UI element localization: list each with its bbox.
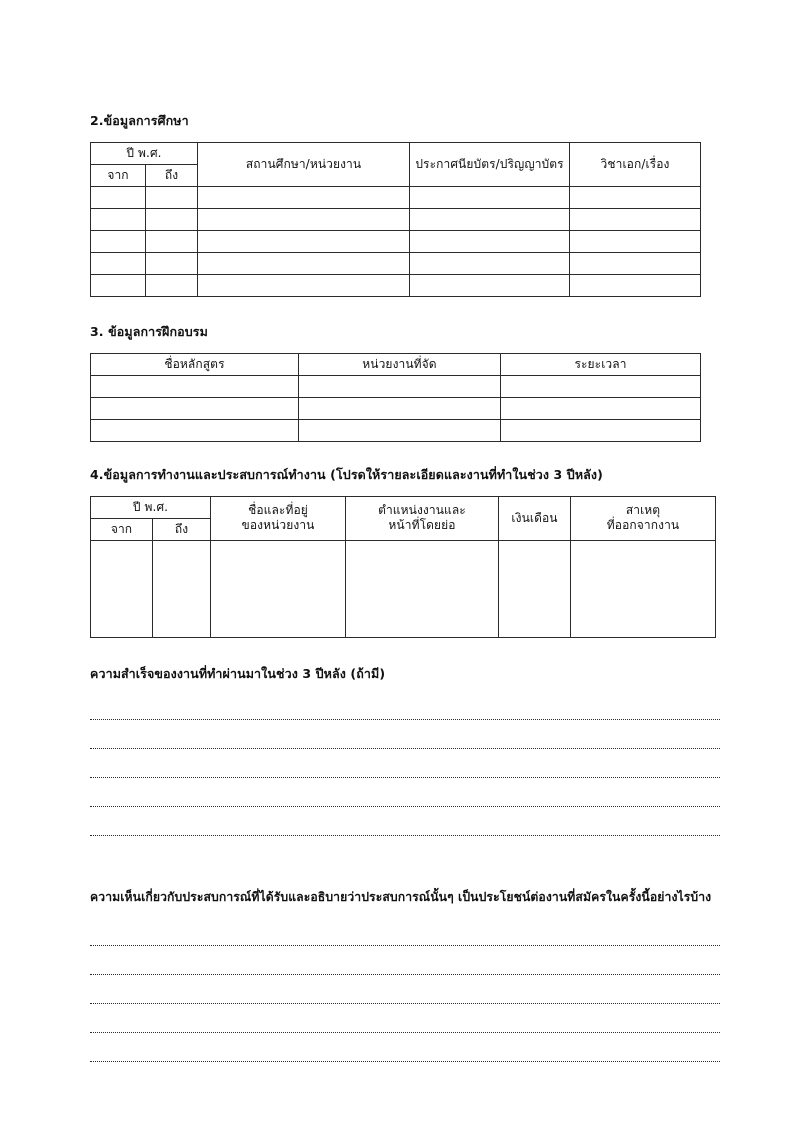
education-cell-institution[interactable] [198,230,410,252]
education-cell-year-from[interactable] [91,186,146,208]
answer-line[interactable] [90,813,720,842]
education-cell-institution[interactable] [198,252,410,274]
education-cell-year-to[interactable] [146,274,198,296]
training-cell-organizer[interactable] [299,420,501,442]
table-row[interactable] [91,186,701,208]
work-header-year-from: จาก [91,518,153,540]
training-cell-course[interactable] [91,376,299,398]
work-header-salary [499,496,571,540]
education-header-year-group: ปี พ.ศ. [91,142,198,164]
work-header-employer-line2: ของหน่วยงาน [241,518,315,532]
work-header-year-group: ปี พ.ศ. [91,496,211,518]
section-heading-work-experience: 4.ข้อมูลการทำงานและประสบการณ์ทำงาน (โปรดให้รายละเอียดและงานที่ทำในช่วง 3 ปีหลัง) [90,467,603,482]
answer-line[interactable] [90,1039,720,1068]
education-header-year-from: จาก [91,164,146,186]
table-row[interactable] [91,252,701,274]
education-table [90,142,701,297]
education-cell-year-from[interactable] [91,230,146,252]
education-cell-major[interactable] [570,252,701,274]
education-cell-year-from[interactable] [91,252,146,274]
table-row[interactable] [91,376,701,398]
work-header-reason-line2: ที่ออกจากงาน [606,518,680,532]
training-header-course: ชื่อหลักสูตร [91,354,299,376]
training-header-duration: ระยะเวลา [501,354,701,376]
work-header-reason [571,496,716,540]
training-cell-course[interactable] [91,398,299,420]
answer-line[interactable] [90,981,720,1010]
education-cell-major[interactable] [570,208,701,230]
work-cell-salary[interactable] [499,540,571,637]
work-header-employer [211,496,346,540]
work-cell-reason[interactable] [571,540,716,637]
answer-line[interactable] [90,923,720,952]
education-cell-institution[interactable] [198,274,410,296]
work-experience-table [90,496,716,638]
education-cell-year-to[interactable] [146,208,198,230]
section-heading-education: 2.ข้อมูลการศึกษา [90,113,189,128]
education-cell-certificate[interactable] [410,252,570,274]
work-experience-header-row-1 [91,496,716,518]
education-header-major: วิชาเอก/เรื่อง [570,142,701,186]
education-cell-major[interactable] [570,274,701,296]
education-cell-certificate[interactable] [410,274,570,296]
section-heading-training: 3. ข้อมูลการฝึกอบรม [90,323,208,339]
work-header-position-line2: หน้าที่โดยย่อ [388,518,456,532]
work-cell-employer[interactable] [211,540,346,637]
training-cell-duration[interactable] [501,420,701,442]
education-cell-year-to[interactable] [146,252,198,274]
answer-line[interactable] [90,952,720,981]
training-table [90,353,701,442]
achievements-answer-area[interactable] [90,697,720,842]
education-cell-major[interactable] [570,186,701,208]
education-cell-certificate[interactable] [410,230,570,252]
education-cell-major[interactable] [570,230,701,252]
table-row[interactable] [91,540,716,637]
education-cell-year-to[interactable] [146,230,198,252]
training-cell-organizer[interactable] [299,376,501,398]
answer-line[interactable] [90,784,720,813]
table-row[interactable] [91,398,701,420]
work-header-position-line1: ตำแหน่งงานและ [378,503,466,517]
table-row[interactable] [91,274,701,296]
education-cell-institution[interactable] [198,208,410,230]
work-header-year-to: ถึง [153,518,211,540]
training-header-organizer: หน่วยงานที่จัด [299,354,501,376]
work-cell-year-to[interactable] [153,540,211,637]
education-cell-year-to[interactable] [146,186,198,208]
work-header-reason-line1: สาเหตุ [625,503,661,517]
education-cell-certificate[interactable] [410,208,570,230]
work-cell-position[interactable] [346,540,499,637]
prompt-achievements: ความสำเร็จของงานที่ทำผ่านมาในช่วง 3 ปีหลัง (ถ้ามี) [90,665,386,681]
training-cell-organizer[interactable] [299,398,501,420]
answer-line[interactable] [90,1010,720,1039]
table-row[interactable] [91,420,701,442]
prompt-experience-opinion: ความเห็นเกี่ยวกับประสบการณ์ที่ได้รับและอธิบายว่าประสบการณ์นั้นๆ เป็นประโยชน์ต่องานที่สมัครในครั้งนี้อย่างไรบ้าง [90,890,712,904]
work-header-salary-line1: เงินเดือน [511,510,558,525]
education-cell-certificate[interactable] [410,186,570,208]
education-table-header-row-1 [91,142,701,164]
education-cell-year-from[interactable] [91,274,146,296]
training-table-header-row [91,354,701,376]
experience-opinion-answer-area[interactable] [90,923,720,1068]
work-header-employer-line1: ชื่อและที่อยู่ [248,503,308,517]
education-cell-year-from[interactable] [91,208,146,230]
answer-line[interactable] [90,755,720,784]
work-header-position [346,496,499,540]
work-cell-year-from[interactable] [91,540,153,637]
education-header-year-to: ถึง [146,164,198,186]
answer-line[interactable] [90,726,720,755]
education-header-certificate: ประกาศนียบัตร/ปริญญาบัตร [410,142,570,186]
training-cell-duration[interactable] [501,376,701,398]
education-cell-institution[interactable] [198,186,410,208]
training-cell-course[interactable] [91,420,299,442]
table-row[interactable] [91,208,701,230]
form-content [90,0,720,1068]
education-header-institution: สถานศึกษา/หน่วยงาน [198,142,410,186]
table-row[interactable] [91,230,701,252]
answer-line[interactable] [90,697,720,726]
training-cell-duration[interactable] [501,398,701,420]
